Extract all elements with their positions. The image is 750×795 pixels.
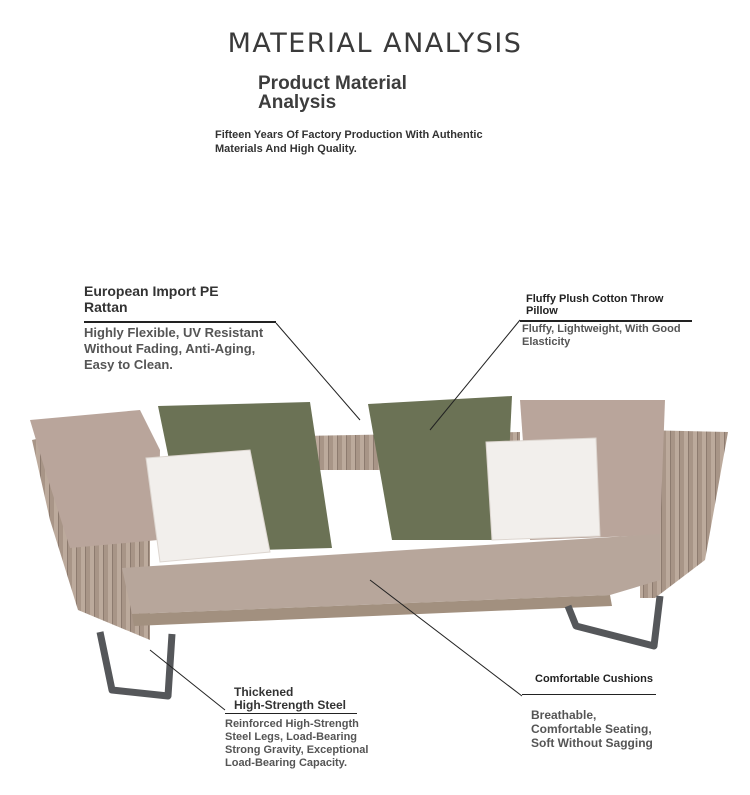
pillow-taupe-left <box>30 410 160 548</box>
steel-body-line-4: Load-Bearing Capacity. <box>225 757 348 769</box>
page-title: MATERIAL ANALYSIS <box>227 28 523 59</box>
steel-body-line-2: Steel Legs, Load-Bearing <box>225 731 358 743</box>
steel-body-line-1: Reinforced High-Strength <box>225 718 359 730</box>
cushion-body-line-3: Soft Without Sagging <box>531 736 653 750</box>
cushion-title: Comfortable Cushions <box>535 673 653 685</box>
cushion-body-line-2: Comfortable Seating, <box>531 722 652 736</box>
pillow-body-line-2: Elasticity <box>522 336 571 348</box>
rattan-body-line-1: Highly Flexible, UV Resistant <box>84 325 264 340</box>
leader-steel <box>150 650 225 710</box>
pillow-body-line-1: Fluffy, Lightweight, With Good <box>522 323 681 335</box>
cushion-body-line-1: Breathable, <box>531 708 597 722</box>
rattan-title-line-1: European Import PE <box>84 283 219 299</box>
rattan-body <box>84 325 263 373</box>
pillow-rule <box>520 320 692 322</box>
steel-title-line-2: High-Strength Steel <box>234 698 347 712</box>
steel-title <box>234 686 346 712</box>
pillow-title <box>526 293 663 317</box>
pillow-title-line-2: Pillow <box>526 305 558 317</box>
pillow-white-right <box>486 438 600 540</box>
pillow-title-line-1: Fluffy Plush Cotton Throw <box>526 293 664 305</box>
pillow-white-left <box>146 450 270 562</box>
cushion-body <box>531 708 653 750</box>
rattan-body-line-2: Without Fading, Anti-Aging, <box>84 341 256 356</box>
steel-body-line-3: Strong Gravity, Exceptional <box>225 744 369 756</box>
rattan-body-line-3: Easy to Clean. <box>84 357 173 372</box>
intro-line-1: Fifteen Years Of Factory Production With Authentic <box>215 129 483 141</box>
intro-line-2: Materials And High Quality. <box>215 143 357 155</box>
steel-body <box>225 718 368 770</box>
rattan-rule <box>84 321 276 323</box>
steel-title-line-1: Thickened <box>234 685 294 699</box>
rattan-title-line-2: Rattan <box>84 299 128 315</box>
steel-rule <box>225 713 357 714</box>
subtitle-line-2: Analysis <box>258 92 337 113</box>
cushion-rule <box>522 694 656 695</box>
subtitle-line-1: Product Material <box>258 73 407 94</box>
rattan-title <box>84 283 219 315</box>
steel-leg-left <box>100 632 172 696</box>
pillow-body <box>522 323 681 349</box>
